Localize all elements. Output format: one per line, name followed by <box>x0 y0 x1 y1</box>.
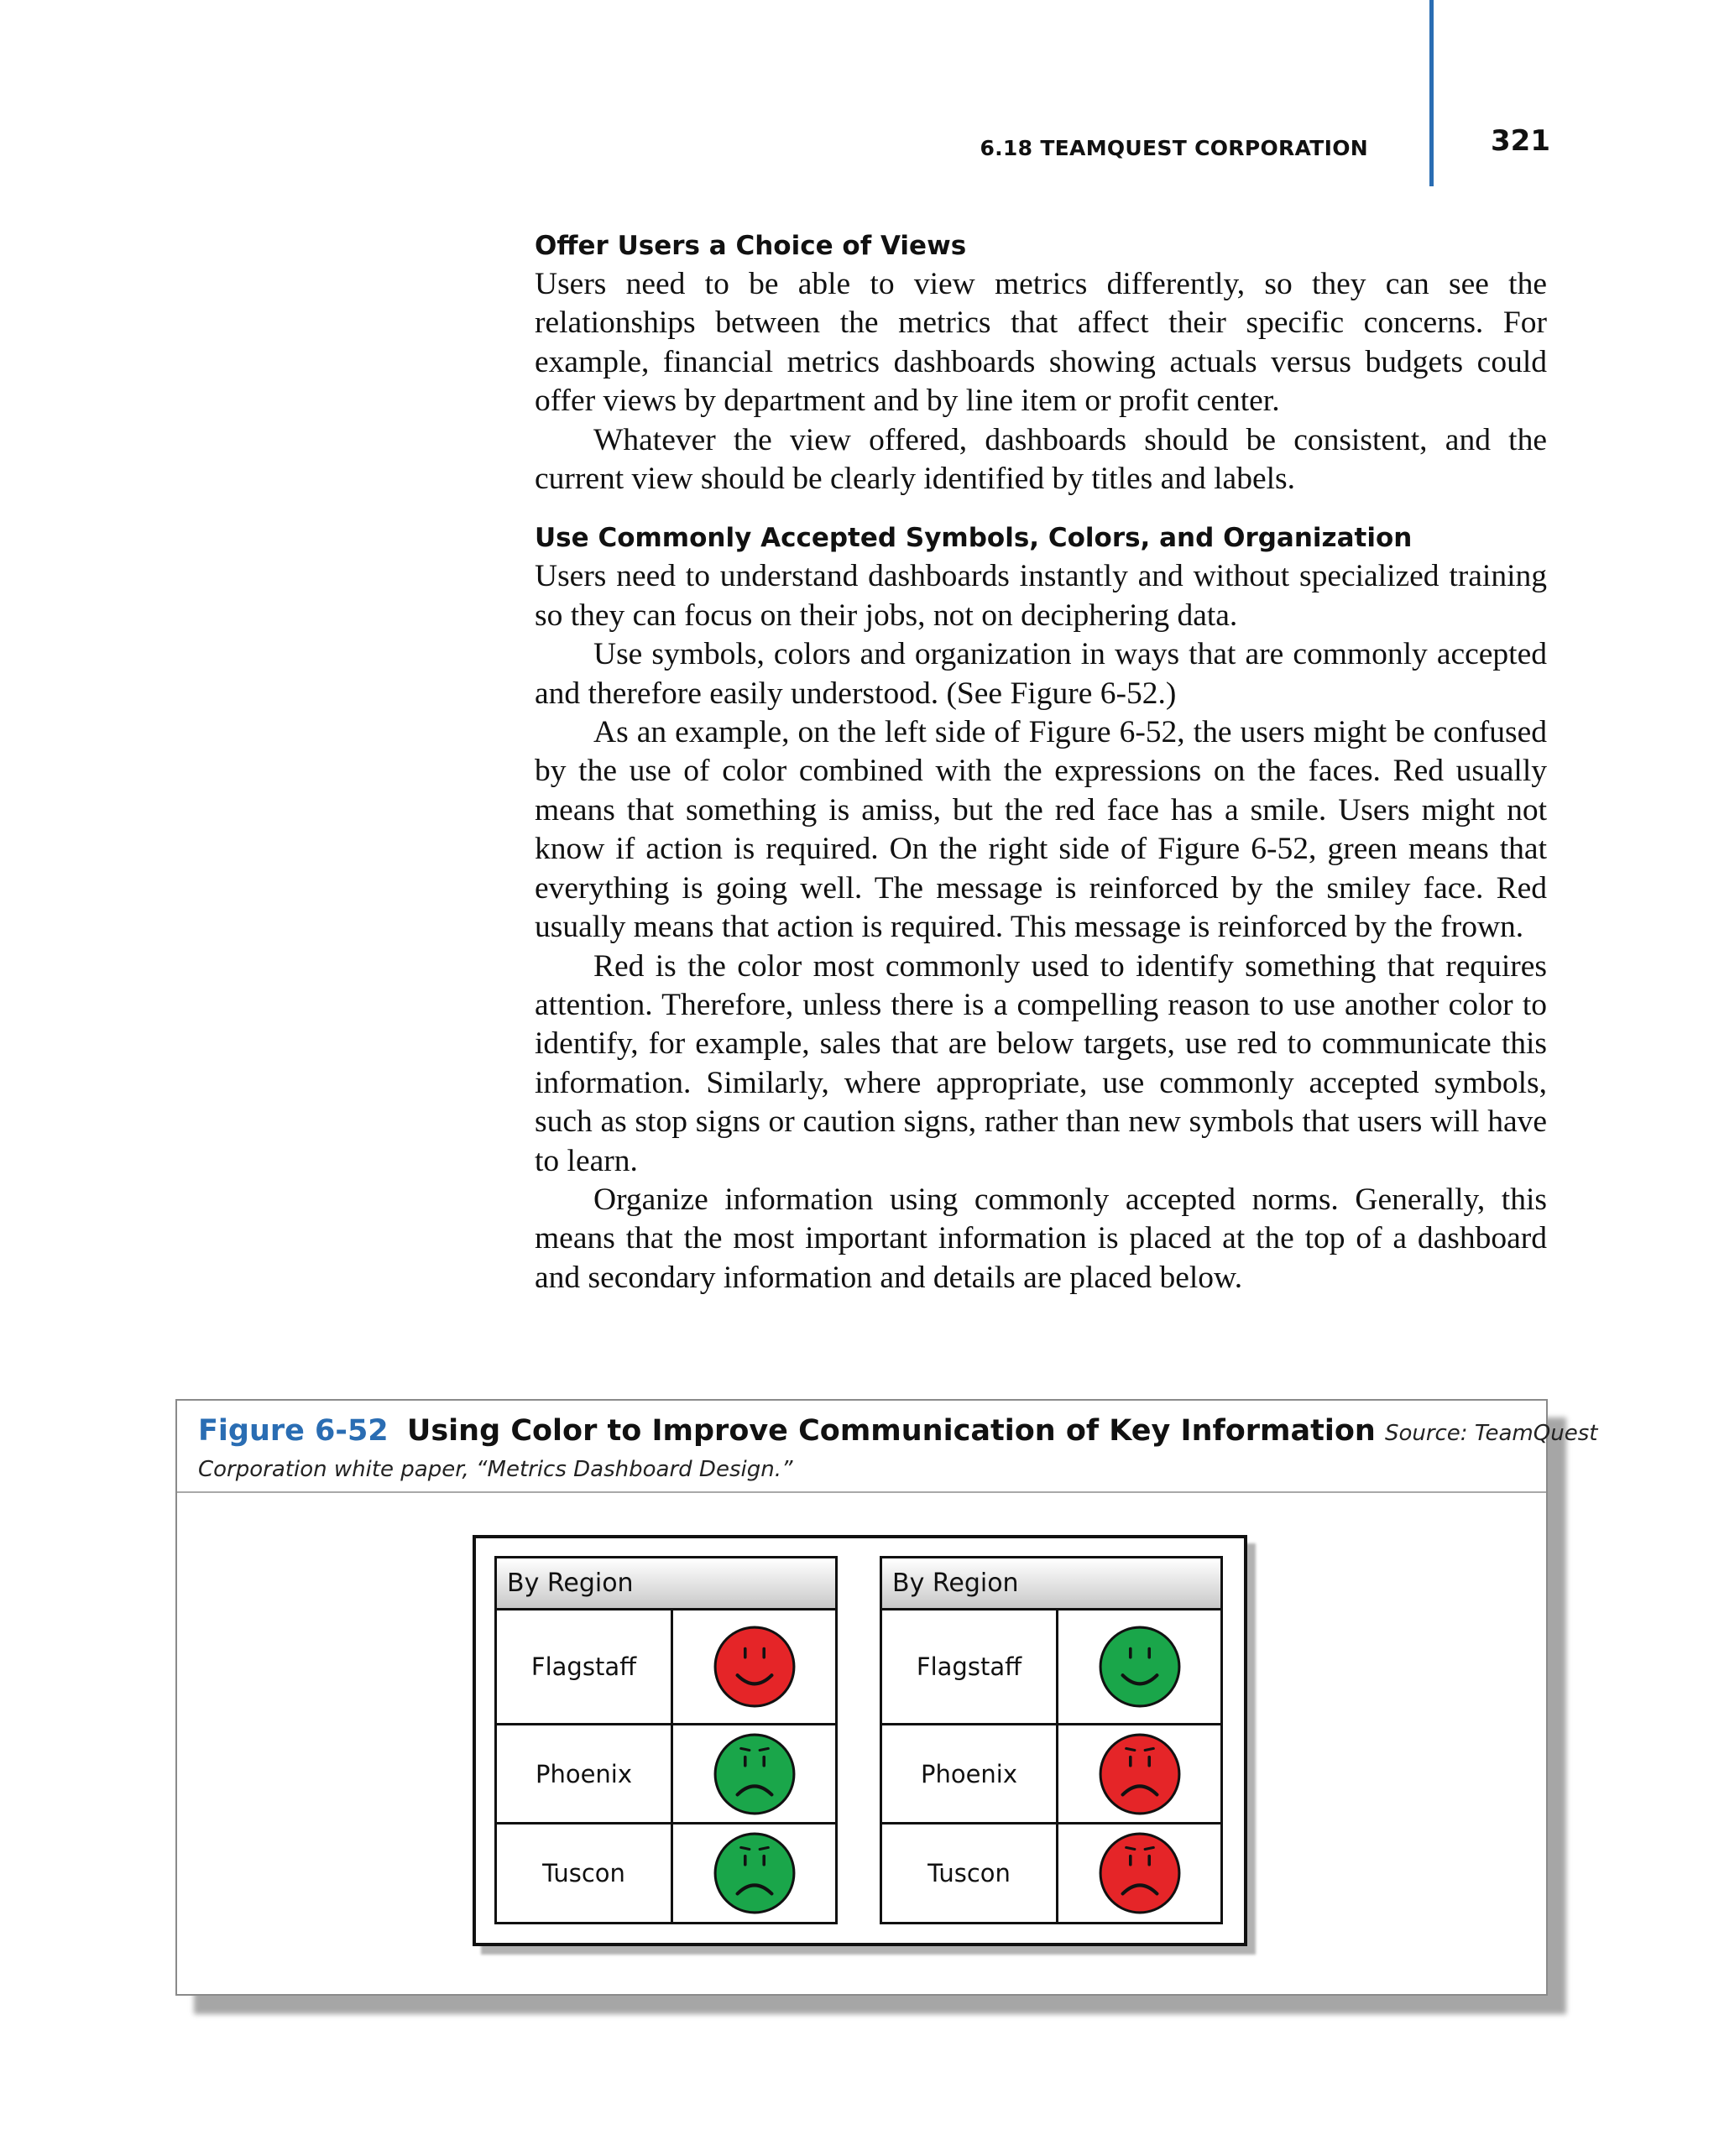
frown-icon <box>712 1830 797 1916</box>
face-circle <box>715 1735 794 1814</box>
figure-source: Source: TeamQuest <box>1384 1421 1598 1446</box>
paragraph: Organize information using commonly accepted norms. Generally, this means that the most important information is placed at the top of a dashboard and secondary information and details are placed below. <box>535 1182 1547 1295</box>
city-label: Tuscon <box>882 1825 1058 1922</box>
face-brow <box>1126 1748 1134 1750</box>
face-brow <box>760 1748 768 1750</box>
face-circle <box>1100 1627 1179 1706</box>
city-label: Flagstaff <box>497 1610 673 1723</box>
paragraph: Users need to be able to view metrics differently, so they can see the relationships between the metrics that affect their specific concerns. For example, financial metrics dashboards showing actuals versus budgets could offer views by department and by line item or profit center. <box>535 267 1547 419</box>
table-row <box>882 1610 1220 1723</box>
dashboard-panel <box>473 1535 1247 1946</box>
city-label: Flagstaff <box>882 1610 1058 1723</box>
face-brow <box>1126 1847 1134 1849</box>
face-cell <box>1058 1825 1220 1922</box>
face-cell <box>673 1825 835 1922</box>
figure-title: Using Color to Improve Communication of Key Information <box>406 1414 1376 1448</box>
face-cell <box>673 1725 835 1822</box>
face-brow <box>740 1847 749 1849</box>
header-rule <box>1429 0 1434 186</box>
paragraph: Use symbols, colors and organization in ways that are commonly accepted and therefore easily understood. (See Figure 6-52.) <box>535 637 1547 711</box>
body-text <box>535 227 1547 1297</box>
face-cell <box>1058 1610 1220 1723</box>
smile-icon <box>1097 1624 1183 1710</box>
table-header: By Region <box>882 1558 1220 1610</box>
face-cell <box>673 1610 835 1723</box>
face-circle <box>1100 1735 1179 1814</box>
page-number: 321 <box>1491 124 1550 158</box>
table-header: By Region <box>497 1558 835 1610</box>
face-brow <box>1145 1847 1153 1849</box>
table-row <box>882 1723 1220 1822</box>
city-label: Tuscon <box>497 1825 673 1922</box>
face-circle <box>1100 1834 1179 1913</box>
frown-icon <box>1097 1731 1183 1817</box>
city-label: Phoenix <box>882 1725 1058 1822</box>
table-row <box>882 1822 1220 1922</box>
paragraph: Red is the color most commonly used to identify something that requires attention. Therefore, unless there is a compelling reason to use another color to identify, for example, sales that are below targets, use red to communicate this information. Similarly, where appropriate, use commonly accepted symbols, such as stop signs or caution signs, rather than new symbols that users will have to learn. <box>535 948 1547 1178</box>
figure-caption <box>177 1401 1598 1493</box>
table-row <box>497 1822 835 1922</box>
face-brow <box>760 1847 768 1849</box>
figure-number: Figure 6-52 <box>198 1414 389 1448</box>
section-heading: Offer Users a Choice of Views <box>535 231 967 261</box>
city-label: Phoenix <box>497 1725 673 1822</box>
face-brow <box>1145 1748 1153 1750</box>
face-cell <box>1058 1725 1220 1822</box>
paragraph: Whatever the view offered, dashboards should be consistent, and the current view should be clearly identified by titles and labels. <box>535 422 1547 497</box>
region-table-left <box>494 1556 838 1924</box>
smile-icon <box>712 1624 797 1710</box>
frown-icon <box>1097 1830 1183 1916</box>
figure-6-52 <box>175 1399 1598 1996</box>
face-brow <box>740 1748 749 1750</box>
region-table-right <box>880 1556 1223 1924</box>
face-circle <box>715 1834 794 1913</box>
running-head: 6.18 TEAMQUEST CORPORATION <box>980 136 1368 160</box>
section-heading: Use Commonly Accepted Symbols, Colors, and Organization <box>535 523 1413 554</box>
frown-icon <box>712 1731 797 1817</box>
table-row <box>497 1723 835 1822</box>
face-circle <box>715 1627 794 1706</box>
table-row <box>497 1610 835 1723</box>
figure-source-continued: Corporation white paper, “Metrics Dashboard Design.” <box>198 1457 793 1482</box>
paragraph: Users need to understand dashboards instantly and without specialized training so they can focus on their jobs, not on deciphering data. <box>535 559 1547 633</box>
paragraph: As an example, on the left side of Figure 6-52, the users might be confused by the use of color combined with the expressions on the faces. Red usually means that something is amiss, but the red face has a smile. Users might not know if action is required. On the right side of Figure 6-52, green means that everything is going well. The message is reinforced by the smiley face. Red usually means that action is required. This message is reinforced by the frown. <box>535 715 1547 945</box>
